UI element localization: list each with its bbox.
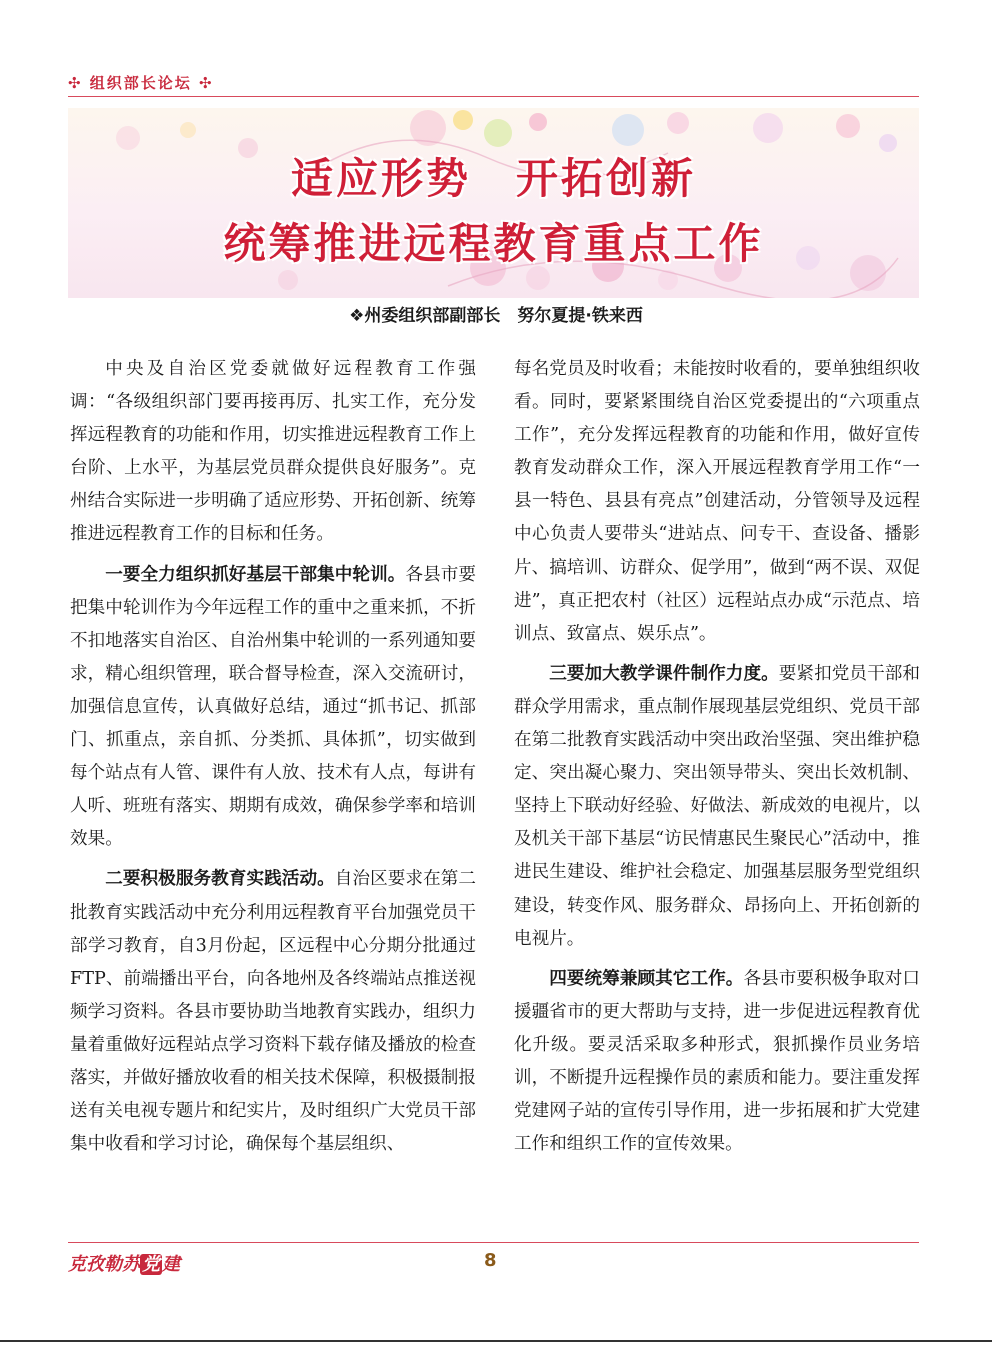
paragraph-point-3 [514,658,920,956]
point-3-heading: 三要加大教学课件制作力度。 [549,663,779,684]
article-author: ❖州委组织部副部长 努尔夏提·铁来西 [349,306,643,326]
paragraph-point-2 [70,863,476,1161]
article-title-line-2: 统筹推进远程教育重点工作 [223,219,764,268]
bottom-edge-line [0,1340,992,1342]
page-number: 8 [484,1250,497,1271]
right-text-column [514,353,920,1161]
left-text-column [70,353,476,1161]
point-4-heading: 四要统筹兼顾其它工作。 [549,968,744,989]
point-1-body: 各县市要把集中轮训作为今年远程工作的重中之重来抓，不折不扣地落实自治区、自治州集中轮训的一系列通知要求，精心组织管理，联合督导检查，深入交流研讨，加强信息宣传，认真做好总结，通过“抓书记、抓部门、抓重点，亲自抓、分类抓、具体抓”，切实做到每个站点有人管、课件有人放、技术有人点，每讲有人听、班班有落实、期期有成效，确保参学率和培训效果。 [70,564,476,850]
paragraph-point-4 [514,963,920,1162]
point-4-body: 各县市要积极争取对口援疆省市的更大帮助与支持，进一步促进远程教育优化升级。要灵活采取多种形式，狠抓操作员业务培训，不断提升远程操作员的素质和能力。要注重发挥党建网子站的宣传引导作用，进一步拓展和扩大党建工作和组织工作的宣传效果。 [514,968,920,1155]
point-2-body: 自治区要求在第二批教育实践活动中充分利用远程教育平台加强党员干部学习教育，自3月份起，区远程中心分期分批通过FTP、前端播出平台，向各地州及各终端站点推送视频学习资料。各县市要协助当地教育实践办，组织力量着重做好远程站点学习资料下载存储及播放的检查落实，并做好播放收看的相关技术保障，积极摄制报送有关电视专题片和纪实片，及时组织广大党员干部集中收看和学习讨论，确保每个基层组织、 [70,869,476,1155]
article-title-line-1: 适应形势 开拓创新 [290,154,696,203]
footer-brand-prefix: 克孜勒苏 [68,1254,140,1275]
paragraph-point-1 [70,559,476,857]
footer-divider [68,1242,919,1243]
footer-brand-suffix: 建 [162,1254,180,1275]
footer-brand-logo [68,1250,180,1276]
point-2-heading: 二要积极服务教育实践活动。 [105,869,335,890]
title-banner [68,108,919,298]
point-1-heading: 一要全力组织抓好基层干部集中轮训。 [105,564,406,585]
header-divider [68,96,919,97]
paragraph-intro: 中央及自治区党委就做好远程教育工作强调：“各级组织部门要再接再厉、扎实工作，充分发挥远程教育的功能和作用，切实推进远程教育工作上台阶、上水平，为基层党员群众提供良好服务”。克州结合实际进一步明确了适应形势、开拓创新、统筹推进远程教育工作的目标和任务。 [70,359,476,545]
point-3-body: 要紧扣党员干部和群众学用需求，重点制作展现基层党组织、党员干部在第二批教育实践活动中突出政治坚强、突出维护稳定、突出凝心聚力、突出领导带头、突出长效机制、坚持上下联动好经验、好做法、新成效的电视片，以及机关干部下基层“访民情惠民生聚民心”活动中，推进民生建设、维护社会稳定、加强基层服务型党组织建设，转变作风、服务群众、昂扬向上、开拓创新的电视片。 [514,663,920,949]
paragraph-point-2-continued: 每名党员及时收看；未能按时收看的，要单独组织收看。同时，要紧紧围绕自治区党委提出的“六项重点工作”，充分发挥远程教育的功能和作用，做好宣传教育发动群众工作，深入开展远程教育学用工作“一县一特色、县县有亮点”创建活动，分管领导及远程中心负责人要带头“进站点、问专干、查设备、播影片、搞培训、访群众、促学用”，做到“两不误、双促进”，真正把农村（社区）远程站点办成“示范点、培训点、致富点、娱乐点”。 [514,359,920,644]
footer-brand-highlight: 党 [142,1254,160,1275]
section-header: ✣ 组织部长论坛 ✣ [68,74,214,92]
